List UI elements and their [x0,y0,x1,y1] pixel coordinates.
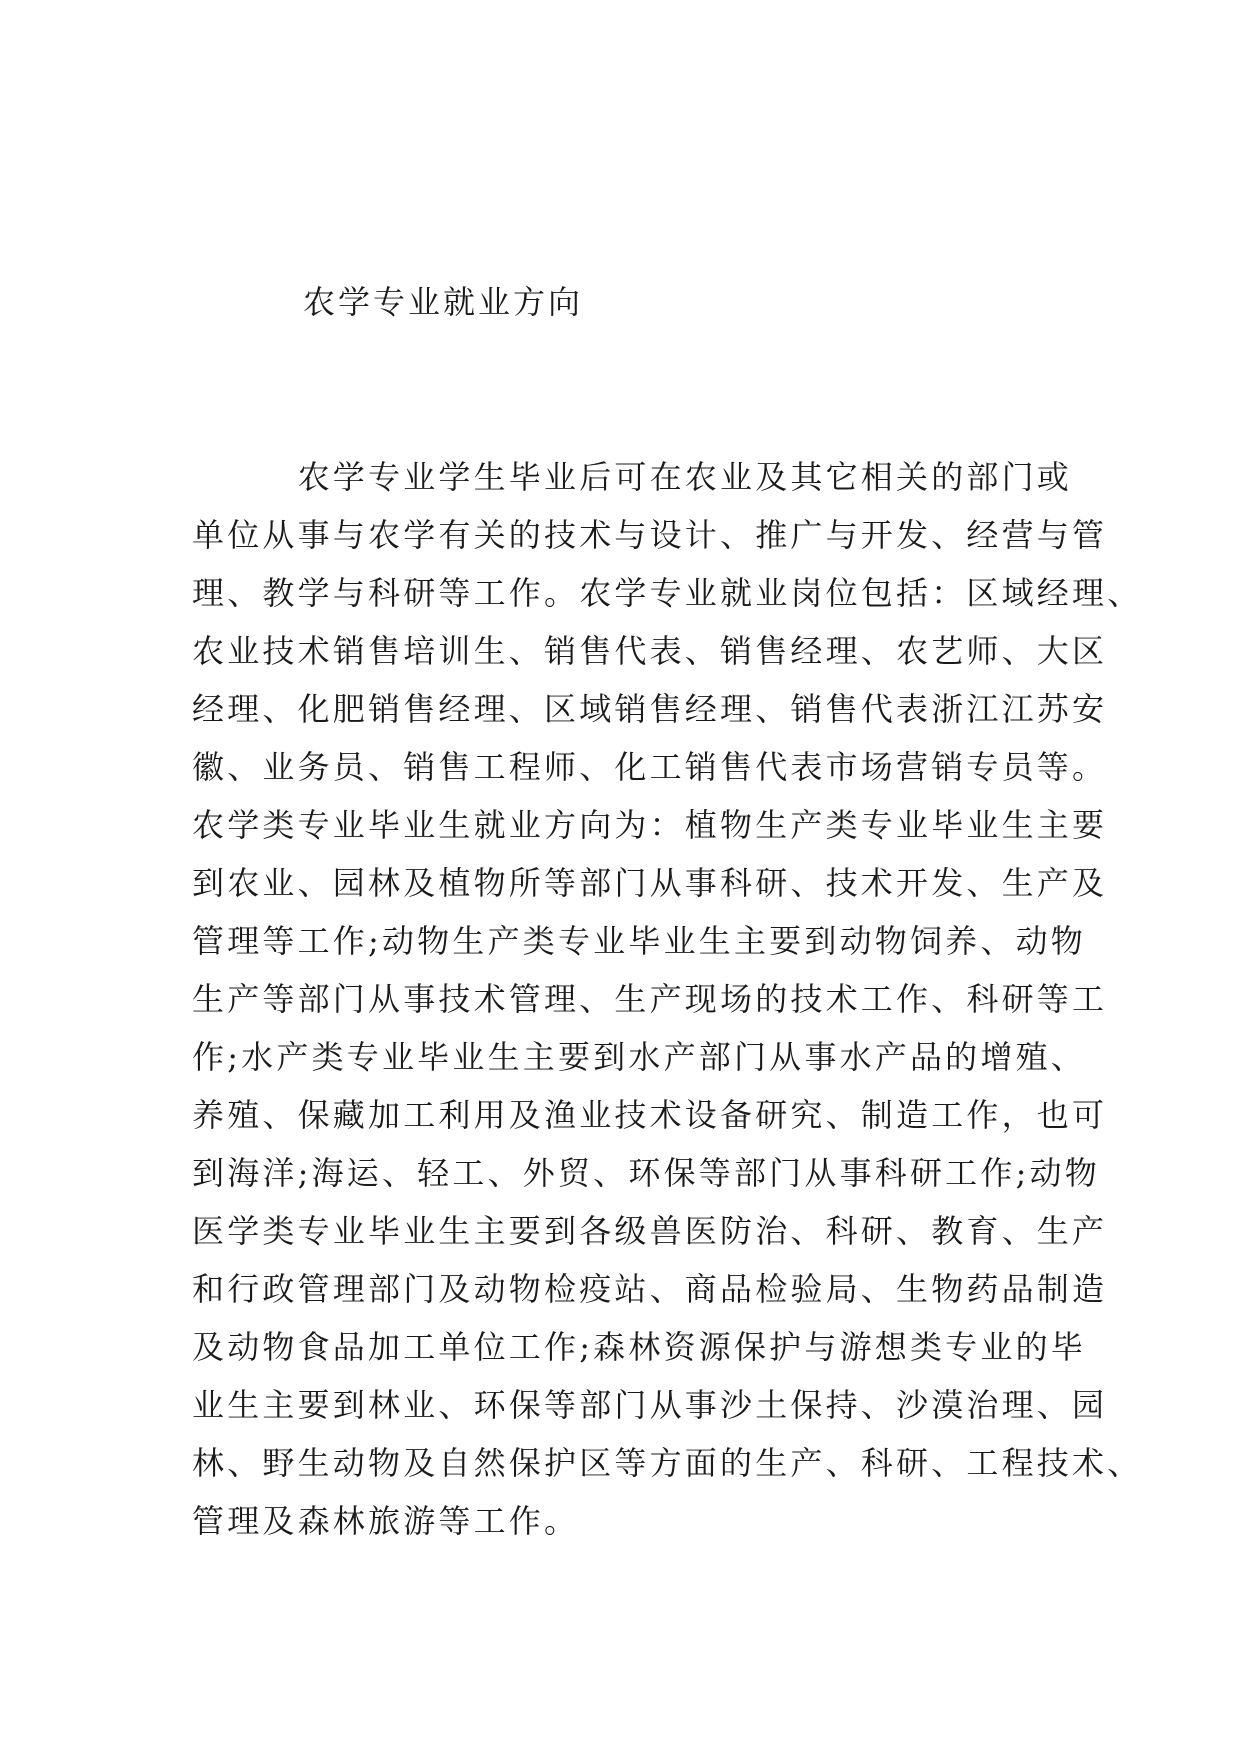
document-title: 农学专业就业方向 [303,283,584,321]
body-line: 林、野生动物及自然保护区等方面的生产、科研、工程技术、 [192,1444,1143,1482]
body-line: 理、教学与科研等工作。农学专业就业岗位包括：区域经理、 [192,574,1143,612]
body-line: 到海洋;海运、轻工、外贸、环保等部门从事科研工作;动物 [192,1154,1100,1192]
body-line: 及动物食品加工单位工作;森林资源保护与游想类专业的毕 [192,1328,1086,1366]
body-line: 生产等部门从事技术管理、生产现场的技术工作、科研等工 [192,980,1108,1018]
body-line: 到农业、园林及植物所等部门从事科研、技术开发、生产及 [192,864,1108,902]
body-line: 农学类专业毕业生就业方向为：植物生产类专业毕业生主要 [192,806,1108,844]
body-line: 农业技术销售培训生、销售代表、销售经理、农艺师、大区 [192,632,1108,670]
body-line: 管理及森林旅游等工作。 [192,1502,580,1540]
body-line: 作;水产类专业毕业生主要到水产部门从事水产品的增殖、 [192,1038,1086,1076]
body-line: 农学专业学生毕业后可在农业及其它相关的部门或 [192,458,1073,496]
body-line: 业生主要到林业、环保等部门从事沙土保持、沙漠治理、园 [192,1386,1108,1424]
body-line: 徽、业务员、销售工程师、化工销售代表市场营销专员等。 [192,748,1108,786]
document-body [192,448,1143,1550]
body-line: 经理、化肥销售经理、区域销售经理、销售代表浙江江苏安 [192,690,1108,728]
body-line: 医学类专业毕业生主要到各级兽医防治、科研、教育、生产 [192,1212,1108,1250]
body-line: 养殖、保藏加工利用及渔业技术设备研究、制造工作，也可 [192,1096,1108,1134]
body-line: 单位从事与农学有关的技术与设计、推广与开发、经营与管 [192,516,1108,554]
body-line: 管理等工作;动物生产类专业毕业生主要到动物饲养、动物 [192,922,1086,960]
body-line: 和行政管理部门及动物检疫站、商品检验局、生物药品制造 [192,1270,1108,1308]
